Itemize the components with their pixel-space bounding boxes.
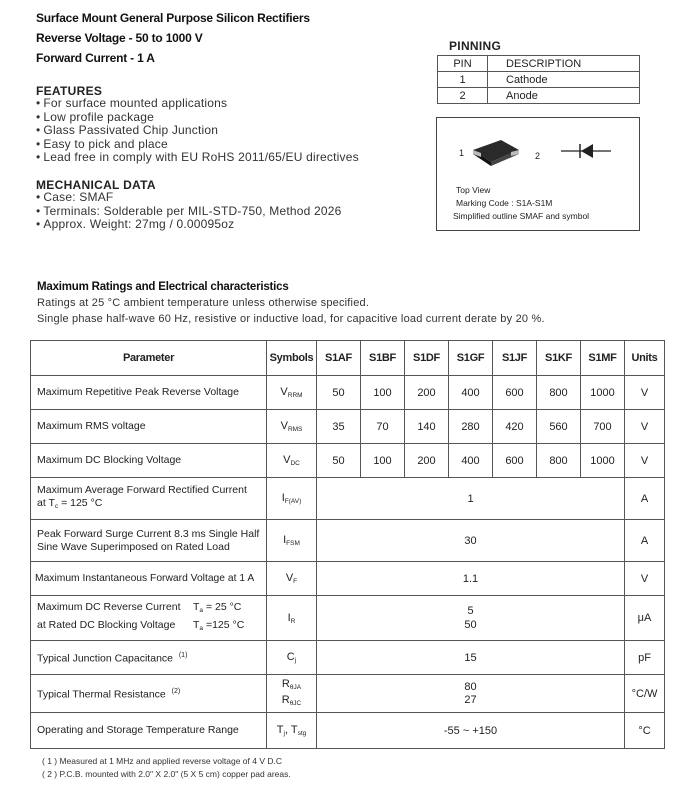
value-cell: 800 (537, 444, 581, 478)
footnote-1: ( 1 ) Measured at 1 MHz and applied reverse voltage of 4 V D.C (42, 756, 283, 766)
param-cell: Peak Forward Surge Current 8.3 ms Single Half Sine Wave Superimposed on Rated Load (31, 520, 267, 562)
table-row (438, 56, 640, 72)
table-row (438, 72, 640, 88)
pin-description: Anode (488, 88, 640, 104)
value-cell: 1000 (581, 376, 625, 410)
value-cell: 1.1 (317, 562, 625, 596)
value-cell: 400 (449, 376, 493, 410)
marking-code: Marking Code : S1A-S1M (456, 198, 553, 208)
param-cell: Maximum Repetitive Peak Reverse Voltage (31, 376, 267, 410)
unit-cell: pF (625, 641, 665, 675)
ratings-heading: Maximum Ratings and Electrical characteristics (37, 281, 289, 293)
value-cell: 420 (493, 410, 537, 444)
value-cell: 600 (493, 376, 537, 410)
value-cell: 200 (405, 444, 449, 478)
list-item: • Glass Passivated Chip Junction (36, 124, 359, 138)
value-cell: 100 (361, 376, 405, 410)
pinning-heading: PINNING (449, 39, 502, 53)
value-cell: 70 (361, 410, 405, 444)
symbol-cell: $I_R$ (267, 596, 317, 641)
ratings-note-2: Single phase half-wave 60 Hz, resistive or inductive load, for capacitive load current derate by 20 %. (37, 313, 545, 325)
param-cell: Operating and Storage Temperature Range (31, 713, 267, 749)
value-cell: 800 (537, 376, 581, 410)
pin-header: PIN (438, 56, 488, 72)
value-cell: 35 (317, 410, 361, 444)
table-row (31, 675, 665, 713)
ratings-note-1: Ratings at 25 °C ambient temperature unless otherwise specified. (37, 297, 370, 309)
table-row (31, 713, 665, 749)
list-item: • Lead free in comply with EU RoHS 2011/65/EU directives (36, 151, 359, 165)
table-row (31, 478, 665, 520)
unit-cell: °C (625, 713, 665, 749)
table-row (31, 641, 665, 675)
value-cell: 50 (317, 444, 361, 478)
symbol-cell: $V_{RMS}$ (267, 410, 317, 444)
parameter-header: Parameter (31, 341, 267, 376)
pin-description: Cathode (488, 72, 640, 88)
mechanical-list (36, 191, 342, 232)
pin-number: 1 (438, 72, 488, 88)
list-item: • Approx. Weight: 27mg / 0.00095oz (36, 218, 342, 232)
unit-cell: V (625, 376, 665, 410)
table-row (31, 596, 665, 641)
units-header: Units (625, 341, 665, 376)
footnote-2: ( 2 ) P.C.B. mounted with 2.0" X 2.0" (5 X 5 cm) copper pad areas. (42, 769, 291, 779)
param-cell: Typical Junction Capacitance $^{(1)}$ (31, 641, 267, 675)
pinning-table (437, 55, 640, 104)
features-list (36, 97, 359, 165)
value-cell: 140 (405, 410, 449, 444)
symbol-cell: $V_{DC}$ (267, 444, 317, 478)
symbol-cell: $I_{F(AV)}$ (267, 478, 317, 520)
doc-title: Surface Mount General Purpose Silicon Rectifiers (36, 11, 310, 25)
description-header: DESCRIPTION (488, 56, 640, 72)
unit-cell: V (625, 444, 665, 478)
ratings-table (30, 340, 665, 749)
value-cell: 200 (405, 376, 449, 410)
part-header: S1AF (317, 341, 361, 376)
mechanical-heading: MECHANICAL DATA (36, 178, 156, 192)
value-cell: 600 (493, 444, 537, 478)
pin2-label: 2 (535, 151, 541, 161)
part-header: S1GF (449, 341, 493, 376)
table-row (31, 444, 665, 478)
symbol-cell: $V_{RRM}$ (267, 376, 317, 410)
value-cell: 400 (449, 444, 493, 478)
value-cell: 100 (361, 444, 405, 478)
symbol-cell: $V_F$ (267, 562, 317, 596)
table-row (438, 88, 640, 104)
part-header: S1KF (537, 341, 581, 376)
value-cell: 5 50 (317, 596, 625, 641)
param-cell: Maximum Average Forward Rectified Current at $T_c = 125$ °C (31, 478, 267, 520)
param-cell: Maximum RMS voltage (31, 410, 267, 444)
unit-cell: °C/W (625, 675, 665, 713)
param-cell: Maximum Instantaneous Forward Voltage at 1 A (31, 562, 267, 596)
value-cell: -55 ~ +150 (317, 713, 625, 749)
value-cell: 1 (317, 478, 625, 520)
reverse-voltage: Reverse Voltage - 50 to 1000 V (36, 31, 203, 45)
pin1-label: 1 (459, 148, 465, 158)
symbol-cell: $I_{FSM}$ (267, 520, 317, 562)
symbol-cell: $T_j$, $T_{stg}$ (267, 713, 317, 749)
value-cell: 280 (449, 410, 493, 444)
unit-cell: V (625, 410, 665, 444)
symbols-header: Symbols (267, 341, 317, 376)
smaf-package-icon (471, 136, 523, 172)
value-cell: 1000 (581, 444, 625, 478)
features-heading: FEATURES (36, 84, 103, 98)
part-header: S1BF (361, 341, 405, 376)
value-cell: 30 (317, 520, 625, 562)
table-row (31, 376, 665, 410)
list-item: • Terminals: Solderable per MIL-STD-750, Method 2026 (36, 205, 342, 219)
top-view-label: Top View (456, 185, 491, 195)
forward-current: Forward Current - 1 A (36, 51, 155, 65)
value-cell: 80 27 (317, 675, 625, 713)
symbol-cell: $R_{\theta JA}$ $R_{\theta JC}$ (267, 675, 317, 713)
param-cell: Maximum DC Blocking Voltage (31, 444, 267, 478)
list-item: • Case: SMAF (36, 191, 342, 205)
part-header: S1DF (405, 341, 449, 376)
value-cell: 15 (317, 641, 625, 675)
package-caption: Simplified outline SMAF and symbol (453, 211, 590, 221)
unit-cell: μA (625, 596, 665, 641)
unit-cell: A (625, 478, 665, 520)
list-item: • For surface mounted applications (36, 97, 359, 111)
list-item: • Low profile package (36, 111, 359, 125)
param-cell: Maximum DC Reverse Current $T_a = 25$ °C at Rated DC Blocking Voltage $T_a =125$ °C (31, 596, 267, 641)
table-row (31, 520, 665, 562)
unit-cell: A (625, 520, 665, 562)
part-header: S1MF (581, 341, 625, 376)
package-outline-box (436, 117, 640, 231)
param-cell: Typical Thermal Resistance $^{(2)}$ (31, 675, 267, 713)
table-row (31, 562, 665, 596)
list-item: • Easy to pick and place (36, 138, 359, 152)
part-header: S1JF (493, 341, 537, 376)
symbol-cell: $C_j$ (267, 641, 317, 675)
value-cell: 700 (581, 410, 625, 444)
value-cell: 50 (317, 376, 361, 410)
value-cell: 560 (537, 410, 581, 444)
table-row (31, 410, 665, 444)
table-header-row (31, 341, 665, 376)
unit-cell: V (625, 562, 665, 596)
pin-number: 2 (438, 88, 488, 104)
diode-symbol-icon (561, 141, 611, 161)
